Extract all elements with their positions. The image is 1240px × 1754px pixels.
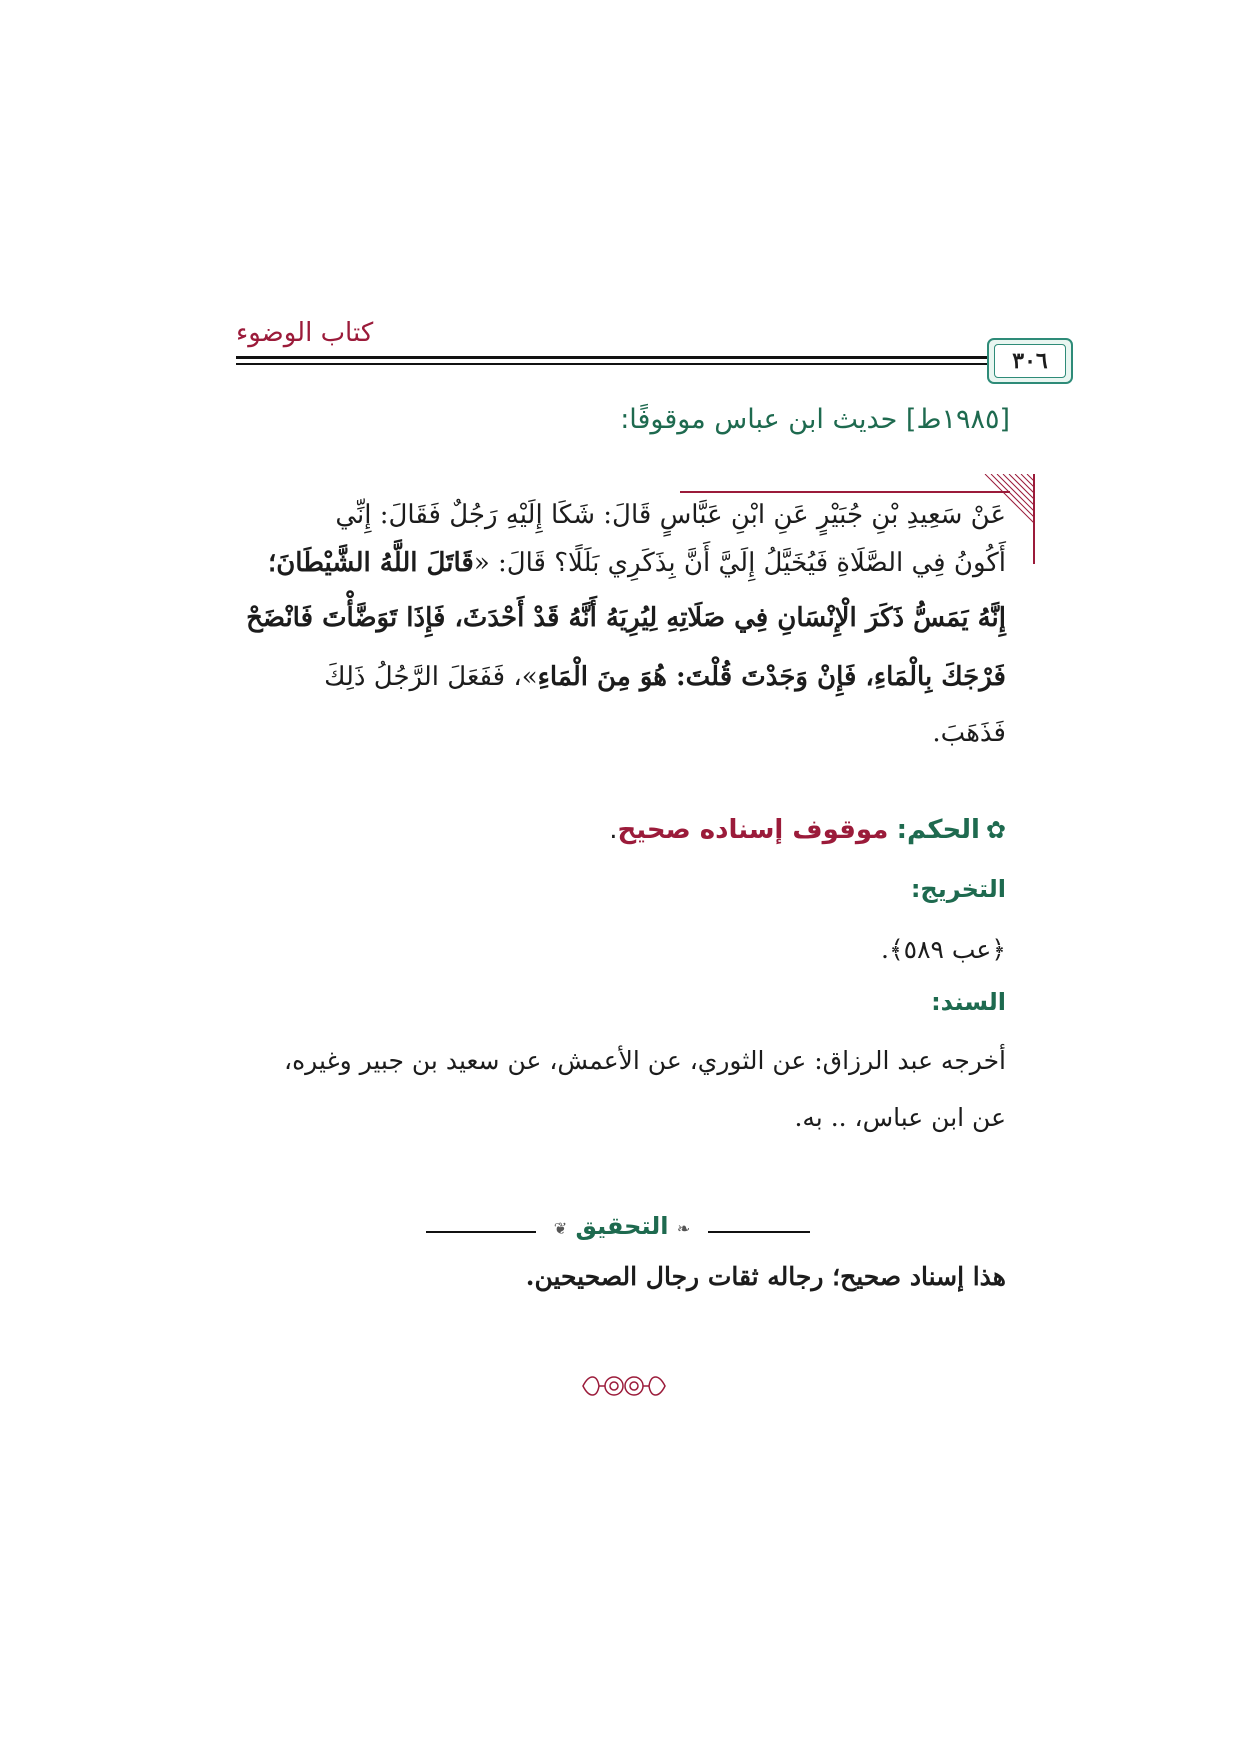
takhrij-source: ﴿عب ٥٨٩﴾.: [881, 935, 1006, 964]
hadith-line-4-bold: فَرْجَكَ بِالْمَاءِ، فَإِنْ وَجَدْتَ قُلْتَ: هُوَ مِنَ الْمَاءِ: [537, 662, 1006, 692]
header-rule-bottom: [236, 363, 990, 365]
end-flourish-ornament-icon: [579, 1370, 669, 1402]
takhrij-label: التخريج:: [910, 875, 1006, 903]
tahqiq-rule-right: [708, 1231, 810, 1233]
ruling-value: موقوف إسناده صحيح: [617, 815, 889, 845]
sanad-label: السند:: [931, 988, 1006, 1016]
sanad-text-line-1: أخرجه عبد الرزاق: عن الثوري، عن الأعمش، عن سعيد بن جبير وغيره،: [284, 1046, 1006, 1075]
hadith-line-2-bold: قَاتَلَ اللَّهُ الشَّيْطَانَ؛: [267, 548, 474, 578]
page-number: ٣٠٦: [994, 344, 1066, 378]
running-title: كتاب الوضوء: [236, 318, 374, 348]
page-number-frame: [987, 338, 1073, 384]
hadith-line-3: إِنَّهُ يَمَسُّ ذَكَرَ الْإِنْسَانِ فِي صَلَاتِهِ لِيُرِيَهُ أَنَّهُ قَدْ أَحْدَثَ، فَإِذَا تَوَضَّأْتَ فَانْضَحْ: [246, 603, 1006, 633]
tahqiq-heading: [536, 1212, 708, 1240]
hadith-line-1: عَنْ سَعِيدِ بْنِ جُبَيْرٍ عَنِ ابْنِ عَبَّاسٍ قَالَ: شَكَا إِلَيْهِ رَجُلٌ فَقَالَ: إِنِّي: [335, 500, 1006, 530]
hadith-line-2-plain: أَكُونُ فِي الصَّلَاةِ فَيُخَيَّلُ إِلَيَّ أَنَّ بِذَكَرِي بَلَلًا؟ قَالَ: «: [473, 548, 1006, 578]
hadith-line-4-plain: »، فَفَعَلَ الرَّجُلُ ذَلِكَ: [324, 662, 538, 692]
hadith-heading: [١٩٨٥ط] حديث ابن عباس موقوفًا:: [620, 404, 1010, 435]
swirl-ornament-icon: ❦: [553, 1219, 568, 1238]
accent-line: [680, 491, 1010, 493]
conclusion: هذا إسناد صحيح؛ رجاله ثقات رجال الصحيحين.: [525, 1262, 1006, 1291]
sanad-text-line-2: عن ابن عباس، .. به.: [794, 1103, 1006, 1132]
ruling: [206, 815, 1006, 845]
hadith-line-2: [216, 546, 1006, 580]
tahqiq-rule-left: [426, 1231, 536, 1233]
tahqiq-label: التحقيق: [575, 1212, 669, 1240]
flower-ornament-icon: ✿: [985, 816, 1006, 844]
ruling-end: .: [609, 815, 618, 845]
hadith-line-4: [216, 660, 1006, 694]
hadith-line-5: فَذَهَبَ.: [932, 718, 1006, 748]
header-rule-top: [236, 356, 990, 359]
swirl-ornament-icon: ❧: [676, 1219, 691, 1238]
ruling-label: الحكم:: [896, 815, 980, 845]
